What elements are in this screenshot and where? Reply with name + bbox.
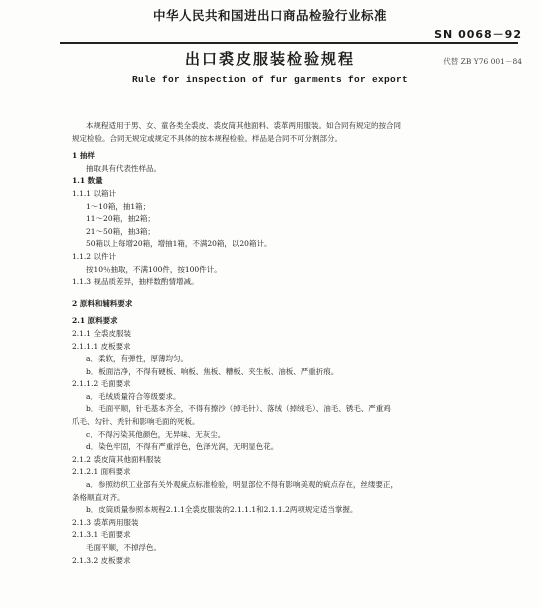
requirement-item: a．参照纺织工业部有关外观疵点标准检验，明显部位不得有影响美观的疵点存在，丝缕要正， — [86, 480, 398, 490]
requirement-item: a．柔软，有弹性，厚薄均匀。 — [86, 354, 188, 364]
requirement-item: a．毛绒质量符合等级要求。 — [86, 391, 181, 401]
document-body — [72, 120, 520, 567]
sampling-rule: 21～50箱，抽3箱； — [86, 226, 155, 236]
requirement-item: b．皮筒质量参照本规程2.1.1全裘皮服装的2.1.1.1和2.1.1.2两项规定适当掌握。 — [86, 505, 358, 515]
requirement-item: b．毛面平顺，针毛基本齐全，不得有擦沙（掉毛针）、落绒（掉绒毛）、油毛、锈毛、严重鸡 — [86, 404, 391, 414]
requirement-item-continued: 条格顺直对齐。 — [72, 492, 125, 502]
section-2-1-1-1-heading: 2.1.1.1 皮板要求 — [72, 341, 131, 351]
section-1-1-2-heading: 1.1.2 以件计 — [72, 251, 116, 261]
section-2-1-2-1-heading: 2.1.2.1 面料要求 — [72, 467, 131, 477]
requirement-item: b．板面洁净，不得有硬板、响板、焦板、糟板、夹生板、油板、严重折痕。 — [86, 366, 339, 376]
sampling-rule: 1～10箱，抽1箱； — [86, 201, 151, 211]
intro-line-1: 本规程适用于男、女、童各类全裘皮、裘皮筒其他面料、裘革两用服装。如合同有规定的按合同 — [86, 121, 401, 130]
section-1-1-2-text: 按10％抽取，不满100件，按100件计。 — [86, 264, 222, 274]
section-2-heading: 2 原料和辅料要求 — [72, 298, 133, 308]
section-1-text: 抽取具有代表性样品。 — [86, 163, 161, 173]
section-1-1-heading: 1.1 数量 — [72, 176, 103, 186]
standard-number: SN 0068－92 — [434, 28, 522, 41]
header-divider — [60, 42, 518, 44]
section-1-heading: 1 抽样 — [72, 151, 95, 161]
sampling-rule: 11～20箱，抽2箱； — [86, 214, 155, 224]
requirement-item: c．不得污染其他颜色，无异味、无灰尘。 — [86, 429, 226, 439]
requirement-item: d．染色牢固，不得有严重浮色，色泽光润，无明显色花。 — [86, 442, 279, 452]
section-2-1-3-heading: 2.1.3 裘革两用服装 — [72, 517, 139, 527]
requirement-item-continued: 爪毛、勾针、秃针和影响毛面的死板。 — [72, 417, 200, 427]
standard-category-title: 中华人民共和国进出口商品检验行业标准 — [152, 8, 387, 23]
section-2-1-3-1-heading: 2.1.3.1 毛面要求 — [72, 530, 131, 540]
section-2-1-1-2-heading: 2.1.1.2 毛面要求 — [72, 379, 131, 389]
section-1-1-3: 1.1.3 视品质差异，抽样数酌情增减。 — [72, 277, 199, 287]
document-title: 出口裘皮服装检验规程 — [184, 50, 355, 68]
section-2-1-heading: 2.1 原料要求 — [72, 316, 118, 326]
section-2-1-1-heading: 2.1.1 全裘皮服装 — [72, 328, 131, 338]
section-2-1-3-1-text: 毛面平顺，不掉浮色。 — [86, 543, 161, 552]
section-2-1-2-heading: 2.1.2 裘皮筒其他面料服装 — [72, 454, 161, 464]
section-2-1-3-2-heading: 2.1.3.2 皮板要求 — [72, 555, 131, 565]
english-title: Rule for inspection of fur garments for export — [131, 74, 409, 85]
replaces-standard: 代替 ZB Y76 001－84 — [443, 57, 522, 66]
sampling-rule: 50箱以上每增20箱，增抽1箱，不满20箱，以20箱计。 — [86, 239, 272, 249]
section-1-1-1-heading: 1.1.1 以箱计 — [72, 188, 116, 198]
intro-line-2: 规定检验。合同无规定或规定不具体的按本规程检验。样品是合同不可分割部分。 — [72, 133, 342, 143]
